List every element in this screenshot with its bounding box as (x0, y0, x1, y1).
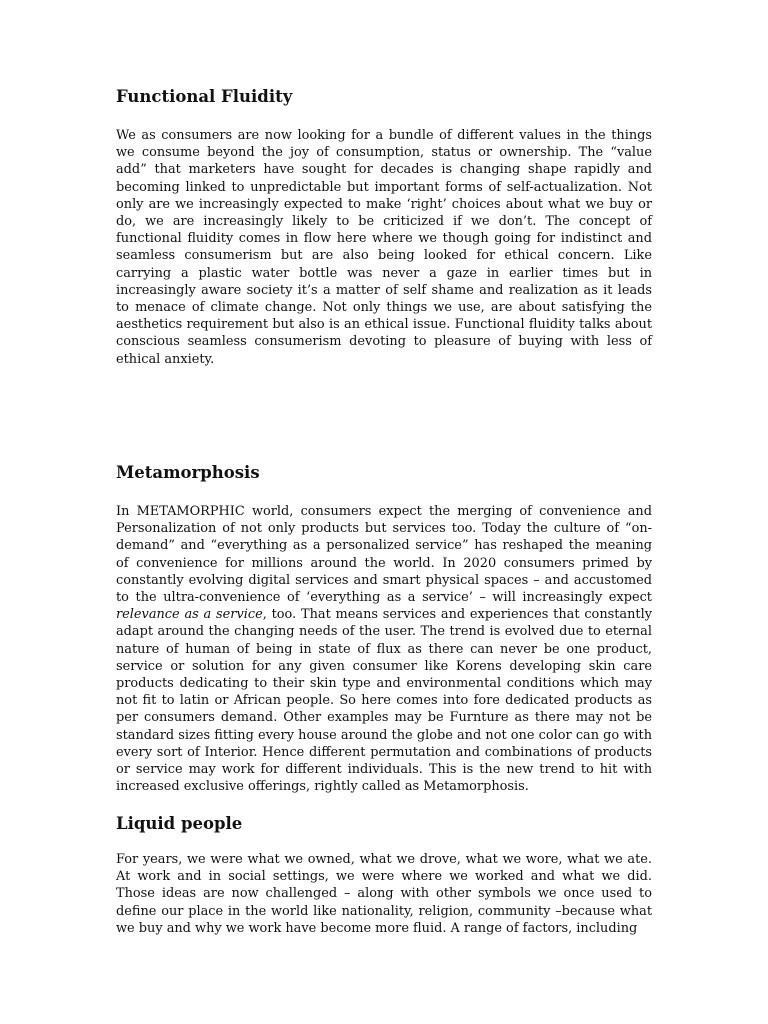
section-paragraph-liquid-people: For years, we were what we owned, what we drove, what we wore, what we ate. At work and in social settings, we were where we worked and what we did. Those ideas are now challenged – along with other symbols we once used to define our place in the world like nationality, religion, community –because what we buy and why we work have become more fluid. A range of factors, including (116, 852, 652, 936)
section-heading-functional-fluidity: Functional Fluidity (116, 87, 293, 106)
paragraph-italic-phrase: relevance as a service (116, 607, 263, 623)
section-paragraph-functional-fluidity: We as consumers are now looking for a bundle of different values in the things we consume beyond the joy of consumption, status or ownership. The “value add” that marketers have sought for decades is changing shape rapidly and becoming linked to unpredictable but important forms of self-actualization. Not only are we increasingly expected to make ‘right’ choices about what we buy or do, we are increasingly likely to be criticized if we don’t. The concept of functional fluidity comes in flow here where we though going for indistinct and seamless consumerism but are also being looked for ethical concern. Like carrying a plastic water bottle was never a gaze in earlier times but in increasingly aware society it’s a matter of self shame and realization as it leads to menace of climate change. Not only things we use, are about satisfying the aesthetics requirement but also is an ethical issue. Functional fluidity talks about conscious seamless consumerism devoting to pleasure of buying with less of ethical anxiety. (116, 128, 652, 367)
section-heading-liquid-people: Liquid people (116, 814, 243, 833)
paragraph-text-after-italic: , too. That means services and experiences that constantly adapt around the changing needs of the user. The trend is evolved due to eternal nature of human of being in state of flux as there can never be one product, service or solution for any given consumer like Korens developing skin care products dedicating to their skin type and environmental conditions which may not fit to latin or African people. So here comes into fore dedicated products as per consumers demand. Other examples may be Furnture as there may not be standard sizes fitting every house around the globe and not one color can go with every sort of Interior. Hence different permutation and combinations of products or service may work for different individuals. This is the new trend to hit with increased exclusive offerings, rightly called as Metamorphosis. (116, 607, 652, 795)
section-heading-metamorphosis: Metamorphosis (116, 463, 260, 482)
section-paragraph-metamorphosis (116, 503, 652, 795)
paragraph-text-before-italic: In METAMORPHIC world, consumers expect the merging of convenience and Personalization of not only products but services too. Today the culture of “on-demand” and “everything as a personalized service” has reshaped the meaning of convenience for millions around the world. In 2020 consumers primed by constantly evolving digital services and smart physical spaces – and accustomed to the ultra-convenience of ‘everything as a service’ – will increasingly expect (116, 504, 652, 606)
